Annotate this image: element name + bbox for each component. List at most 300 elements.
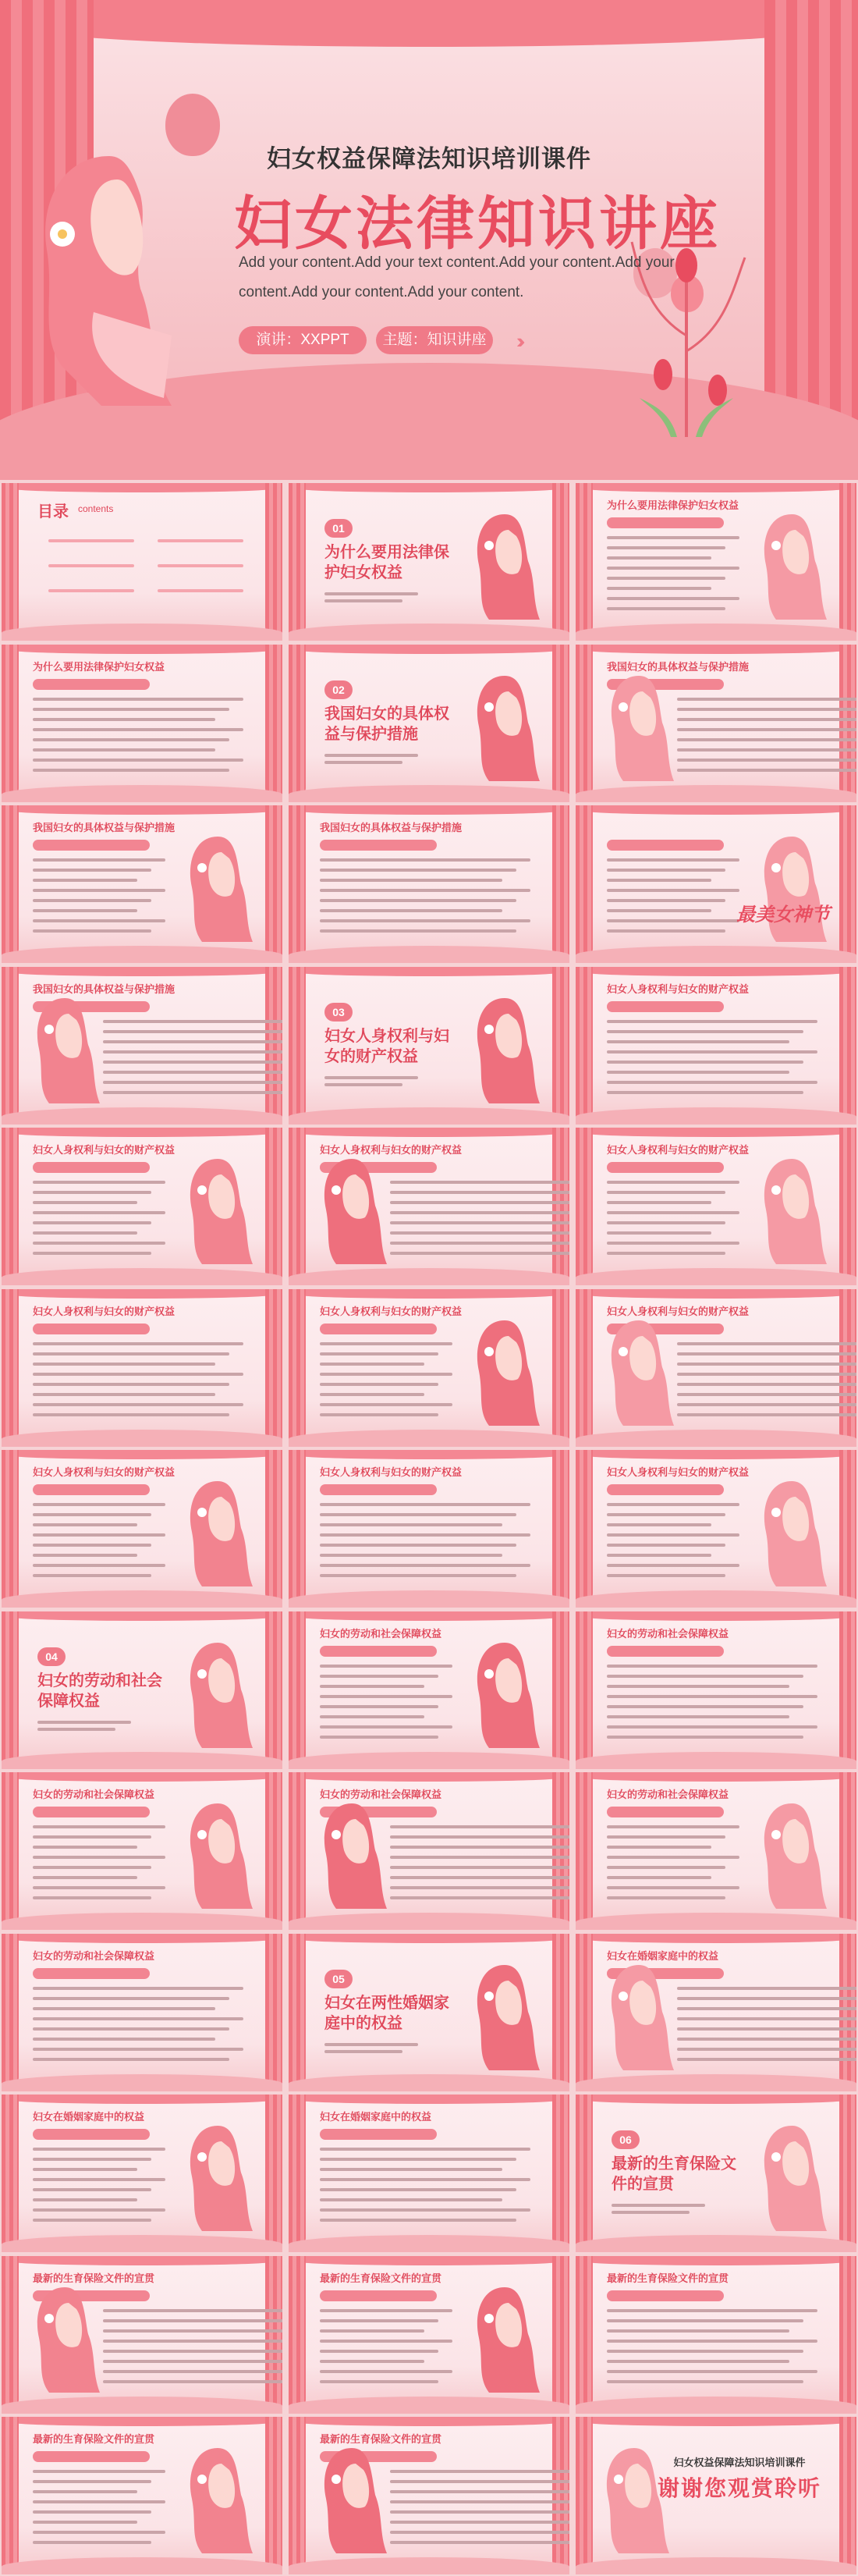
- slide-paper-wave: [576, 1752, 856, 1769]
- slide-title: 妇女的劳动和社会保障权益: [33, 1789, 155, 1800]
- text-line-placeholder: [33, 759, 243, 762]
- slide-curtain-right: [265, 805, 282, 963]
- text-line-placeholder: [677, 1363, 856, 1366]
- text-line-placeholder: [677, 1393, 856, 1396]
- text-line-placeholder: [607, 1856, 739, 1859]
- text-line-placeholder: [320, 2350, 438, 2353]
- slide-curtain-valance: [576, 1289, 856, 1299]
- slide-curtain-left: [289, 805, 306, 963]
- text-line-placeholder: [33, 1201, 137, 1204]
- slide-curtain-right: [265, 1450, 282, 1608]
- text-line-placeholder: [33, 869, 151, 872]
- slide-tag-placeholder: [33, 2129, 150, 2140]
- slide-curtain-left: [289, 2417, 306, 2574]
- text-line-placeholder: [33, 1846, 137, 1849]
- slide-curtain-valance: [2, 967, 282, 976]
- section-title: 我国妇女的具体权益与保护措施: [324, 705, 449, 743]
- slide-tag-placeholder: [607, 1646, 724, 1657]
- text-line-placeholder: [33, 1835, 151, 1839]
- slide-curtain-right: [839, 2417, 856, 2574]
- slide-thumbnail: [576, 1611, 856, 1769]
- slide-curtain-valance: [289, 1450, 569, 1459]
- text-line-placeholder: [607, 2370, 817, 2373]
- text-line-placeholder: [607, 1050, 817, 1053]
- slide-curtain-valance: [576, 1772, 856, 1782]
- woman-figure-icon: [462, 668, 548, 785]
- text-line-placeholder: [33, 1221, 151, 1224]
- cover-slide: [0, 0, 858, 480]
- text-line-placeholder: [390, 1866, 569, 1869]
- slide-title: 最新的生育保险文件的宣贯: [320, 2272, 442, 2284]
- slide-curtain-valance: [2, 1772, 282, 1782]
- text-line-placeholder: [320, 1352, 438, 1356]
- slide-tag-placeholder: [320, 1324, 437, 1334]
- text-line-placeholder: [320, 1675, 438, 1678]
- closing-subtitle: 妇女权益保障法知识培训课件: [673, 2457, 806, 2468]
- slide-curtain-left: [576, 645, 593, 802]
- text-line-placeholder: [677, 2058, 856, 2061]
- text-line-placeholder: [33, 1876, 137, 1879]
- slide-curtain-valance: [2, 1934, 282, 1943]
- text-line-placeholder: [390, 1231, 569, 1235]
- slide-thumbnail: [576, 1772, 856, 1930]
- slide-paper-wave: [2, 2074, 282, 2091]
- text-line-placeholder: [607, 919, 739, 922]
- text-line-placeholder: [677, 1987, 856, 1990]
- slide-curtain-right: [265, 483, 282, 641]
- text-line-placeholder: [33, 1987, 243, 1990]
- text-line-placeholder: [607, 899, 725, 902]
- slide-curtain-right: [839, 483, 856, 641]
- text-line-placeholder: [320, 1564, 530, 1567]
- woman-figure-icon: [309, 1151, 395, 1268]
- slide-tag-placeholder: [33, 1324, 150, 1334]
- woman-figure-icon: [22, 990, 108, 1107]
- slide-curtain-valance: [2, 1450, 282, 1459]
- text-line-placeholder: [33, 1886, 165, 1889]
- text-line-placeholder: [607, 1695, 817, 1698]
- slide-title: 最新的生育保险文件的宣贯: [33, 2433, 155, 2445]
- slide-curtain-right: [552, 967, 569, 1125]
- slide-tag-placeholder: [607, 1807, 724, 1817]
- text-line-placeholder: [33, 1523, 137, 1526]
- slide-thumbnail: [2, 1450, 282, 1608]
- woman-figure-icon: [596, 1957, 682, 2074]
- text-line-placeholder: [33, 909, 137, 912]
- text-line-placeholder: [103, 1050, 282, 1053]
- slide-tag-placeholder: [320, 1484, 437, 1495]
- slide-thumbnail: [2, 967, 282, 1125]
- slide-paper-wave: [2, 785, 282, 802]
- toc-item-placeholder: [48, 539, 134, 542]
- slide-curtain-valance: [289, 967, 569, 976]
- text-line-placeholder: [33, 769, 229, 772]
- text-line-placeholder: [607, 1503, 739, 1506]
- text-line-placeholder: [103, 2329, 282, 2333]
- slide-curtain-right: [839, 645, 856, 802]
- section-note-placeholder: [324, 2043, 418, 2046]
- text-line-placeholder: [390, 1856, 569, 1859]
- text-line-placeholder: [103, 2370, 282, 2373]
- slide-thumbnail: [289, 2095, 569, 2252]
- text-line-placeholder: [103, 2309, 282, 2312]
- slide-curtain-right: [552, 645, 569, 802]
- slide-curtain-right: [839, 2095, 856, 2252]
- slide-curtain-valance: [576, 967, 856, 976]
- slide-curtain-right: [552, 805, 569, 963]
- text-line-placeholder: [390, 1846, 569, 1849]
- slide-thumbnail: [576, 2095, 856, 2252]
- text-line-placeholder: [607, 597, 739, 600]
- text-line-placeholder: [677, 2048, 856, 2051]
- slide-thumbnail: [2, 2256, 282, 2414]
- text-line-placeholder: [607, 2380, 803, 2383]
- slide-curtain-right: [839, 1611, 856, 1769]
- section-number: 04: [37, 1647, 66, 1666]
- text-line-placeholder: [33, 2219, 151, 2222]
- text-line-placeholder: [607, 607, 725, 610]
- slide-title: 为什么要用法律保护妇女权益: [33, 660, 165, 673]
- text-line-placeholder: [33, 2541, 151, 2544]
- slide-tag-placeholder: [33, 1968, 150, 1979]
- woman-figure-icon: [462, 1635, 548, 1752]
- text-line-placeholder: [607, 1675, 803, 1678]
- text-line-placeholder: [33, 748, 215, 751]
- slide-curtain-valance: [576, 1611, 856, 1621]
- woman-figure-icon: [749, 829, 835, 946]
- slide-title: 妇女在婚姻家庭中的权益: [33, 2111, 145, 2123]
- slide-curtain-right: [839, 2256, 856, 2414]
- slide-thumbnail: [2, 1128, 282, 1285]
- slide-title: 妇女在婚姻家庭中的权益: [320, 2111, 432, 2123]
- woman-figure-icon: [462, 506, 548, 624]
- text-line-placeholder: [607, 1201, 711, 1204]
- text-line-placeholder: [103, 1091, 282, 1094]
- slide-curtain-valance: [289, 1128, 569, 1137]
- slide-paper-wave: [2, 2235, 282, 2252]
- woman-figure-icon: [591, 2440, 677, 2557]
- text-line-placeholder: [390, 2531, 569, 2534]
- slide-thumbnail: [289, 1289, 569, 1447]
- slide-thumbnail: [2, 645, 282, 802]
- text-line-placeholder: [390, 1825, 569, 1828]
- slide-title: 妇女人身权利与妇女的财产权益: [320, 1144, 463, 1156]
- text-line-placeholder: [607, 1040, 789, 1043]
- text-line-placeholder: [320, 1705, 438, 1708]
- text-line-placeholder: [33, 2500, 165, 2503]
- slide-thumbnail: [289, 805, 569, 963]
- slide-curtain-valance: [2, 1611, 282, 1621]
- section-title: 为什么要用法律保护妇女权益: [324, 544, 449, 581]
- slide-paper-wave: [576, 2074, 856, 2091]
- slide-curtain-valance: [2, 483, 282, 492]
- slide-curtain-valance: [289, 1289, 569, 1299]
- slide-tag-placeholder: [607, 517, 724, 528]
- text-line-placeholder: [607, 577, 725, 580]
- text-line-placeholder: [320, 2329, 424, 2333]
- slide-curtain-left: [576, 483, 593, 641]
- text-line-placeholder: [607, 1846, 711, 1849]
- slide-curtain-left: [289, 483, 306, 641]
- text-line-placeholder: [320, 869, 516, 872]
- slide-curtain-left: [576, 2095, 593, 2252]
- text-line-placeholder: [33, 728, 243, 731]
- woman-silhouette-illustration: [16, 133, 211, 414]
- text-line-placeholder: [320, 2198, 502, 2201]
- slide-curtain-left: [576, 2417, 593, 2574]
- slide-thumbnail: [576, 1289, 856, 1447]
- text-line-placeholder: [320, 1533, 530, 1537]
- text-line-placeholder: [607, 1866, 725, 1869]
- slide-thumbnail: [576, 2417, 856, 2574]
- speaker-badge: 演讲：XXPPT: [239, 326, 367, 354]
- slide-curtain-left: [289, 967, 306, 1125]
- slide-paper-wave: [289, 1752, 569, 1769]
- text-line-placeholder: [677, 2007, 856, 2010]
- text-line-placeholder: [607, 1715, 789, 1718]
- slide-curtain-left: [289, 1450, 306, 1608]
- woman-figure-icon: [22, 2279, 108, 2397]
- slide-paper-wave: [289, 2074, 569, 2091]
- slide-curtain-left: [2, 1128, 19, 1285]
- text-line-placeholder: [677, 1352, 856, 1356]
- slide-curtain-valance: [289, 1611, 569, 1621]
- woman-figure-icon: [462, 1957, 548, 2074]
- section-note-placeholder: [324, 599, 402, 602]
- slide-tag-placeholder: [320, 840, 437, 851]
- text-line-placeholder: [320, 1665, 452, 1668]
- text-line-placeholder: [103, 2350, 282, 2353]
- slide-curtain-left: [2, 2256, 19, 2414]
- slide-curtain-right: [552, 1934, 569, 2091]
- slide-curtain-valance: [576, 1128, 856, 1137]
- text-line-placeholder: [607, 1191, 725, 1194]
- text-line-placeholder: [33, 2007, 215, 2010]
- slide-paper-wave: [2, 2397, 282, 2414]
- text-line-placeholder: [103, 2360, 282, 2363]
- text-line-placeholder: [103, 1030, 282, 1033]
- text-line-placeholder: [607, 889, 739, 892]
- theme-badge: 主题：知识讲座: [376, 326, 493, 354]
- slide-curtain-left: [289, 1772, 306, 1930]
- slide-paper-wave: [289, 2557, 569, 2574]
- text-line-placeholder: [320, 889, 530, 892]
- slide-curtain-right: [839, 967, 856, 1125]
- text-line-placeholder: [677, 2017, 856, 2020]
- slide-curtain-valance: [2, 1289, 282, 1299]
- slide-title: 妇女人身权利与妇女的财产权益: [607, 982, 750, 995]
- slide-title: 妇女人身权利与妇女的财产权益: [320, 1466, 463, 1478]
- slide-title: 妇女人身权利与妇女的财产权益: [607, 1466, 750, 1478]
- slide-title: 我国妇女的具体权益与保护措施: [33, 822, 176, 833]
- text-line-placeholder: [33, 1856, 165, 1859]
- text-line-placeholder: [33, 858, 165, 862]
- slide-curtain-valance: [2, 2417, 282, 2426]
- slide-paper-wave: [289, 1430, 569, 1447]
- slide-curtain-left: [576, 967, 593, 1125]
- woman-figure-icon: [749, 1473, 835, 1590]
- slide-curtain-valance: [289, 1934, 569, 1943]
- text-line-placeholder: [607, 567, 739, 570]
- text-line-placeholder: [320, 1695, 452, 1698]
- slide-curtain-left: [576, 1934, 593, 2091]
- slide-curtain-right: [552, 1450, 569, 1608]
- text-line-placeholder: [33, 1554, 137, 1557]
- text-line-placeholder: [677, 1373, 856, 1376]
- slide-curtain-valance: [2, 1128, 282, 1137]
- toc-item-placeholder: [48, 589, 134, 592]
- text-line-placeholder: [607, 1835, 725, 1839]
- toc-item-placeholder: [158, 564, 243, 567]
- slide-curtain-left: [2, 1772, 19, 1930]
- slide-paper-wave: [289, 1107, 569, 1125]
- text-line-placeholder: [33, 1191, 151, 1194]
- slide-curtain-left: [289, 1289, 306, 1447]
- text-line-placeholder: [33, 708, 229, 711]
- slide-curtain-right: [552, 2095, 569, 2252]
- slide-thumbnail: [2, 2095, 282, 2252]
- text-line-placeholder: [607, 1564, 739, 1567]
- slide-thumbnail: [2, 1772, 282, 1930]
- text-line-placeholder: [607, 869, 725, 872]
- slide-curtain-left: [2, 1289, 19, 1447]
- slide-curtain-right: [552, 2256, 569, 2414]
- text-line-placeholder: [390, 2500, 569, 2503]
- slide-paper-wave: [289, 1913, 569, 1930]
- woman-figure-icon: [596, 1313, 682, 1430]
- slide-curtain-left: [289, 2256, 306, 2414]
- slide-paper-wave: [576, 1913, 856, 1930]
- section-note-placeholder: [612, 2211, 690, 2214]
- slide-paper-wave: [2, 946, 282, 963]
- text-line-placeholder: [33, 1363, 215, 1366]
- text-line-placeholder: [320, 1574, 516, 1577]
- text-line-placeholder: [677, 2038, 856, 2041]
- text-line-placeholder: [33, 1825, 165, 1828]
- text-line-placeholder: [607, 1221, 725, 1224]
- text-line-placeholder: [390, 1896, 569, 1899]
- text-line-placeholder: [33, 1997, 229, 2000]
- slide-tag-placeholder: [33, 1162, 150, 1173]
- text-line-placeholder: [607, 1523, 711, 1526]
- slide-curtain-valance: [576, 2256, 856, 2265]
- text-line-placeholder: [320, 919, 530, 922]
- text-line-placeholder: [607, 1574, 725, 1577]
- slide-curtain-right: [265, 645, 282, 802]
- text-line-placeholder: [390, 2510, 569, 2514]
- text-line-placeholder: [607, 1211, 739, 1214]
- slide-curtain-left: [2, 2095, 19, 2252]
- text-line-placeholder: [677, 759, 856, 762]
- text-line-placeholder: [390, 2470, 569, 2473]
- text-line-placeholder: [607, 2340, 817, 2343]
- slide-curtain-valance: [2, 2256, 282, 2265]
- text-line-placeholder: [320, 2380, 438, 2383]
- slide-curtain-valance: [289, 645, 569, 654]
- brand-slogan: 最美女神节: [736, 904, 830, 926]
- text-line-placeholder: [33, 1242, 165, 1245]
- section-number: 02: [324, 680, 353, 699]
- slide-tag-placeholder: [320, 2129, 437, 2140]
- slide-paper-wave: [2, 1107, 282, 1125]
- toc-subtitle: contents: [78, 503, 114, 514]
- slide-curtain-right: [839, 1772, 856, 1930]
- text-line-placeholder: [320, 2168, 502, 2171]
- woman-figure-icon: [175, 1796, 261, 1913]
- text-line-placeholder: [320, 1554, 502, 1557]
- text-line-placeholder: [390, 2541, 569, 2544]
- text-line-placeholder: [607, 1685, 789, 1688]
- slide-curtain-right: [552, 2417, 569, 2574]
- text-line-placeholder: [103, 1081, 282, 1084]
- woman-figure-icon: [462, 2279, 548, 2397]
- text-line-placeholder: [677, 1997, 856, 2000]
- slide-tag-placeholder: [33, 1484, 150, 1495]
- text-line-placeholder: [320, 1544, 516, 1547]
- text-line-placeholder: [607, 858, 739, 862]
- text-line-placeholder: [607, 1061, 803, 1064]
- slide-curtain-left: [576, 1772, 593, 1930]
- woman-figure-icon: [749, 1151, 835, 1268]
- slide-thumbnail-grid: [0, 480, 858, 2576]
- woman-figure-icon: [175, 829, 261, 946]
- slide-tag-placeholder: [607, 1001, 724, 1012]
- text-line-placeholder: [33, 1896, 151, 1899]
- slide-paper-wave: [2, 2557, 282, 2574]
- section-note-placeholder: [324, 2050, 402, 2053]
- slide-curtain-left: [576, 1289, 593, 1447]
- slide-curtain-right: [265, 2256, 282, 2414]
- text-line-placeholder: [320, 1736, 438, 1739]
- woman-figure-icon: [749, 506, 835, 624]
- text-line-placeholder: [33, 1574, 151, 1577]
- text-line-placeholder: [33, 1352, 229, 1356]
- text-line-placeholder: [390, 1211, 569, 1214]
- text-line-placeholder: [33, 2208, 165, 2212]
- section-note-placeholder: [324, 1083, 402, 1086]
- text-line-placeholder: [607, 1876, 711, 1879]
- slide-curtain-right: [265, 1128, 282, 1285]
- slide-paper-wave: [2, 624, 282, 641]
- text-line-placeholder: [607, 1252, 725, 1255]
- text-line-placeholder: [103, 1040, 282, 1043]
- text-line-placeholder: [33, 2048, 243, 2051]
- slide-tag-placeholder: [607, 1484, 724, 1495]
- slide-thumbnail: [2, 1934, 282, 2091]
- text-line-placeholder: [33, 698, 243, 701]
- slide-curtain-valance: [576, 483, 856, 492]
- slide-paper-wave: [576, 2235, 856, 2252]
- slide-thumbnail: [289, 967, 569, 1125]
- slide-thumbnail: [289, 645, 569, 802]
- slide-paper-wave: [2, 1913, 282, 1930]
- cover-description: Add your content.Add your text content.Add your content.Add your content.Add your content.Add your content.: [239, 254, 675, 300]
- slide-tag-placeholder: [33, 2451, 150, 2462]
- text-line-placeholder: [607, 2329, 789, 2333]
- slide-thumbnail: [289, 2256, 569, 2414]
- text-line-placeholder: [677, 718, 856, 721]
- slide-title: 我国妇女的具体权益与保护措施: [607, 660, 750, 673]
- slide-curtain-valance: [289, 805, 569, 815]
- text-line-placeholder: [33, 1383, 229, 1386]
- text-line-placeholder: [607, 929, 725, 933]
- text-line-placeholder: [607, 556, 711, 560]
- text-line-placeholder: [607, 2319, 803, 2322]
- slide-curtain-left: [289, 1128, 306, 1285]
- slide-thumbnail: [576, 483, 856, 641]
- text-line-placeholder: [390, 2490, 569, 2493]
- text-line-placeholder: [33, 2148, 165, 2151]
